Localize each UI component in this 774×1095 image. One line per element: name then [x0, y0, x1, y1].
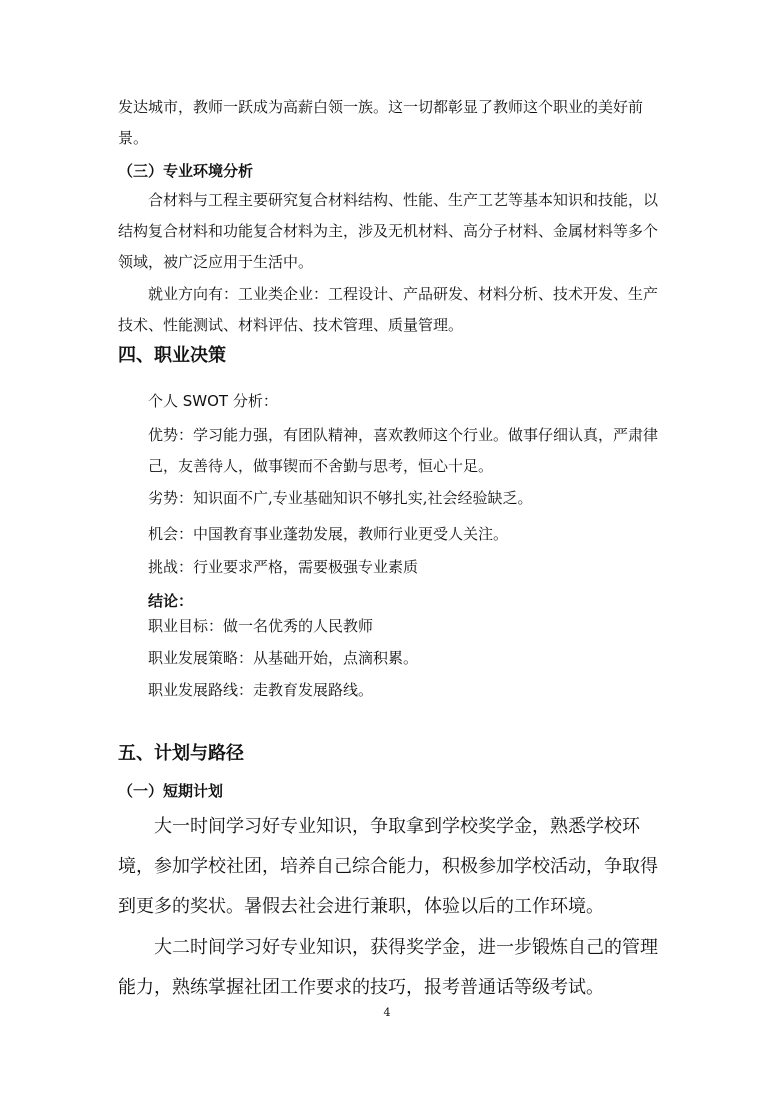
conclusion-heading: 结论： — [148, 592, 194, 610]
career-goal: 职业目标：做一名优秀的人民教师 — [148, 617, 374, 635]
page-number: 4 — [383, 1006, 391, 1019]
swot-weakness: 劣势：知识面不广,专业基础知识不够扎实,社会经验缺乏。 — [148, 489, 533, 507]
swot-strength: 优势：学习能力强，有团队精神，喜欢教师这个行业。做事仔细认真，严肃律己，友善待人，做事锲而不舍勤与思考，恒心十足。 — [148, 426, 659, 475]
section-3-paragraph-2: 就业方向有：工业类企业：工程设计、产品研发、材料分析、技术开发、生产技术、性能测试、材料评估、技术管理、质量管理。 — [118, 285, 659, 334]
career-strategy: 职业发展策略：从基础开始，点滴积累。 — [148, 649, 419, 667]
section-3-paragraph-1: 合材料与工程主要研究复合材料结构、性能、生产工艺等基本知识和技能，以结构复合材料和功能复合材料为主，涉及无机材料、高分子材料、金属材料等多个领域，被广泛应用于生活中。 — [118, 191, 659, 271]
section-4-heading: 四、职业决策 — [118, 345, 226, 366]
short-term-paragraph-2: 大二时间学习好专业知识，获得奖学金，进一步锻炼自己的管理能力，熟练掌握社团工作要求的技巧，报考普通话等级考试。 — [118, 937, 658, 998]
continued-paragraph: 发达城市，教师一跃成为高薪白领一族。这一切都彰显了教师这个职业的美好前景。 — [118, 98, 644, 147]
career-route: 职业发展路线：走教育发展路线。 — [148, 681, 374, 699]
swot-heading: 个人 SWOT 分析： — [148, 392, 278, 410]
section-5-heading: 五、计划与路径 — [118, 743, 244, 764]
swot-opportunity: 机会：中国教育事业蓬勃发展，教师行业更受人关注。 — [148, 525, 509, 543]
swot-threat: 挑战：行业要求严格，需要极强专业素质 — [148, 558, 419, 576]
short-term-heading: （一）短期计划 — [118, 782, 224, 800]
short-term-paragraph-1: 大一时间学习好专业知识，争取拿到学校奖学金，熟悉学校环境，参加学校社团，培养自己综合能力，积极参加学校活动，争取得到更多的奖状。暑假去社会进行兼职，体验以后的工作环境。 — [118, 816, 658, 917]
section-3-heading: （三）专业环境分析 — [118, 162, 254, 180]
